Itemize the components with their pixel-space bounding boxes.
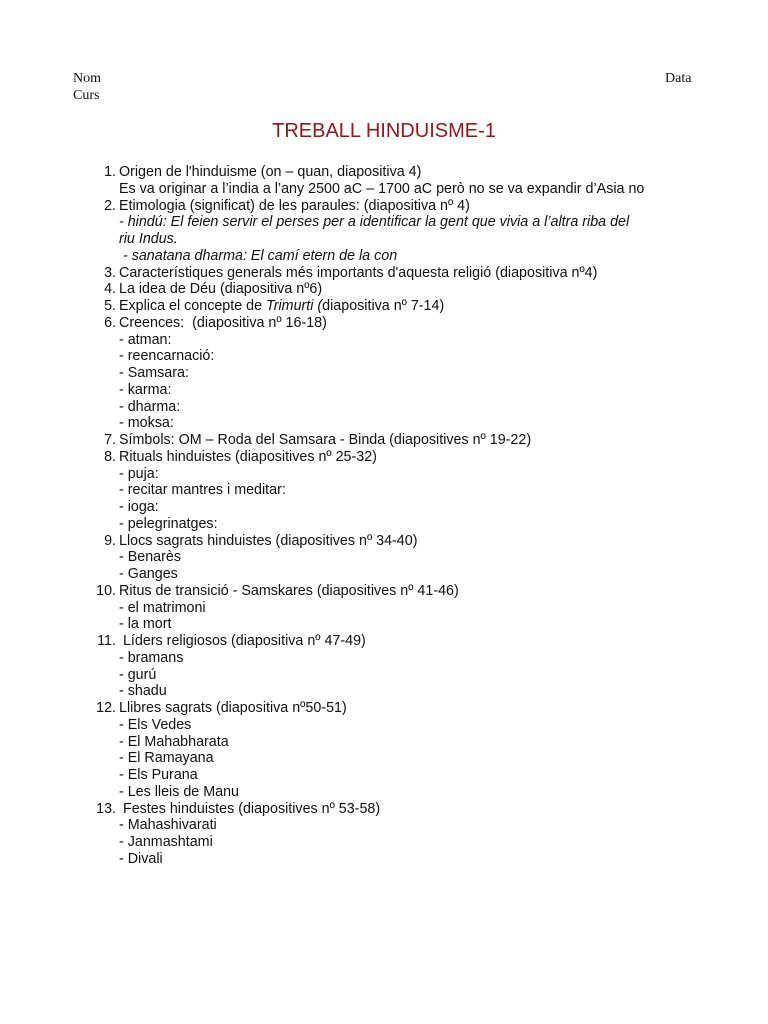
sub-item-text: - Els Purana — [119, 767, 198, 783]
list-item — [0, 633, 768, 650]
sub-item — [0, 784, 768, 801]
item-text: Líders religiosos (diapositiva nº 47-49) — [119, 633, 366, 649]
sub-item-text: - Ganges — [119, 566, 178, 582]
item-number: 9. — [104, 532, 116, 549]
sub-item — [0, 415, 768, 432]
sub-item-text: - Divali — [119, 850, 163, 867]
list-item — [0, 449, 768, 466]
item-number: 10. — [96, 582, 116, 599]
item-number: 8. — [104, 448, 116, 465]
sub-item-text: - bramans — [119, 649, 184, 666]
item-text: La idea de Déu (diapositiva nº6) — [119, 281, 323, 298]
item-text: Ritus de transició - Samskares (diapositives nº 41-46) — [119, 582, 459, 599]
item-number: 6. — [104, 314, 116, 331]
item-number: 4. — [104, 281, 116, 298]
sub-item — [0, 516, 768, 533]
list-item — [0, 164, 768, 181]
item-text: Festes hinduistes (diapositives nº 53-58) — [119, 800, 381, 817]
sub-item-text: - reencarnació: — [119, 348, 215, 365]
item-text: Llibres sagrats (diapositiva nº50-51) — [119, 700, 347, 716]
item-text: Rituals hinduistes (diapositives nº 25-32) — [119, 448, 377, 465]
item-text: Etimologia (significat) de les paraules: (diapositiva nº 4) — [119, 197, 470, 214]
sub-item — [0, 616, 768, 633]
item-number: 5. — [104, 298, 116, 314]
answer-text: - hindú: El feien servir el perses per a identificar la gent que vivia a l’altra riba del — [119, 214, 630, 231]
sub-line — [0, 248, 768, 265]
sub-item-text: - atman: — [119, 331, 172, 348]
sub-item — [0, 566, 768, 583]
sub-item — [0, 332, 768, 349]
list-item — [0, 315, 768, 332]
item-text — [119, 298, 444, 315]
list-item — [0, 198, 768, 215]
item-number: 13. — [96, 800, 116, 817]
list-item — [0, 298, 768, 315]
sub-line — [0, 214, 768, 231]
nom-label: Nom — [73, 71, 101, 86]
sub-item — [0, 817, 768, 834]
sub-item — [0, 348, 768, 365]
item-text: Origen de l'hinduisme (on – quan, diapositiva 4) — [119, 164, 422, 180]
item-number: 2. — [104, 197, 116, 214]
sub-item-text: - Les lleis de Manu — [119, 783, 239, 800]
sub-item — [0, 834, 768, 851]
sub-item-text: - Mahashivarati — [119, 817, 217, 834]
list-item — [0, 432, 768, 449]
sub-item-text: - karma: — [119, 381, 172, 398]
list-item — [0, 281, 768, 298]
sub-item-text: - gurú — [119, 666, 157, 683]
question-list — [0, 164, 768, 868]
sub-item — [0, 650, 768, 667]
sub-item-text: - puja: — [119, 465, 159, 482]
answer-text: riu Indus. — [119, 231, 178, 247]
list-item — [0, 801, 768, 818]
sub-item-text: - dharma: — [119, 398, 181, 415]
sub-item — [0, 683, 768, 700]
item-number: 1. — [104, 164, 116, 180]
sub-item — [0, 466, 768, 483]
list-item — [0, 700, 768, 717]
sub-item — [0, 767, 768, 784]
answer-text: - sanatana dharma: El camí etern de la con — [119, 247, 398, 264]
sub-item — [0, 600, 768, 617]
list-item — [0, 533, 768, 550]
item-text: Símbols: OM – Roda del Samsara - Binda (diapositives nº 19-22) — [119, 432, 532, 448]
sub-item — [0, 399, 768, 416]
sub-item-text: - Els Vedes — [119, 716, 192, 733]
sub-line — [0, 181, 768, 198]
data-label: Data — [665, 71, 692, 86]
sub-item — [0, 717, 768, 734]
sub-item — [0, 549, 768, 566]
sub-item — [0, 365, 768, 382]
sub-item-text: - el matrimoni — [119, 599, 206, 616]
sub-line — [0, 231, 768, 248]
document-title: TREBALL HINDUISME-1 — [272, 120, 496, 142]
list-item — [0, 265, 768, 282]
item-text: Creences: (diapositiva nº 16-18) — [119, 314, 327, 331]
sub-item-text: - recitar mantres i meditar: — [119, 482, 286, 499]
sub-item-text: - Janmashtami — [119, 834, 213, 850]
sub-item-text: - ioga: — [119, 499, 159, 515]
sub-item — [0, 734, 768, 751]
sub-item-text: - moksa: — [119, 415, 174, 432]
sub-item — [0, 482, 768, 499]
item-text: Llocs sagrats hinduistes (diapositives nº 34-40) — [119, 532, 418, 549]
sub-item — [0, 750, 768, 767]
sub-item — [0, 382, 768, 399]
sub-item-text: - pelegrinatges: — [119, 515, 218, 532]
item-text-italic: Trimurti ( — [266, 298, 323, 314]
sub-item-text: - Benarès — [119, 549, 181, 566]
answer-text: Es va originar a l’india a l’any 2500 aC – 1700 aC però no se va expandir d’Asia no — [119, 180, 645, 197]
sub-item — [0, 499, 768, 516]
sub-item — [0, 851, 768, 868]
item-number: 12. — [96, 700, 116, 716]
item-text-part: diapositiva nº 7-14) — [322, 298, 445, 314]
item-number: 3. — [104, 264, 116, 281]
sub-item-text: - Samsara: — [119, 365, 189, 381]
item-number: 7. — [104, 432, 116, 448]
sub-item-text: - El Mahabharata — [119, 733, 229, 750]
item-number: 11. — [97, 633, 116, 649]
item-text-part: Explica el concepte de — [119, 298, 267, 314]
sub-item-text: - shadu — [119, 683, 167, 700]
list-item — [0, 583, 768, 600]
item-text: Característiques generals més importants d'aquesta religió (diapositiva nº4) — [119, 264, 598, 281]
curs-label: Curs — [73, 88, 100, 103]
sub-item — [0, 667, 768, 684]
sub-item-text: - la mort — [119, 616, 172, 633]
sub-item-text: - El Ramayana — [119, 750, 214, 767]
